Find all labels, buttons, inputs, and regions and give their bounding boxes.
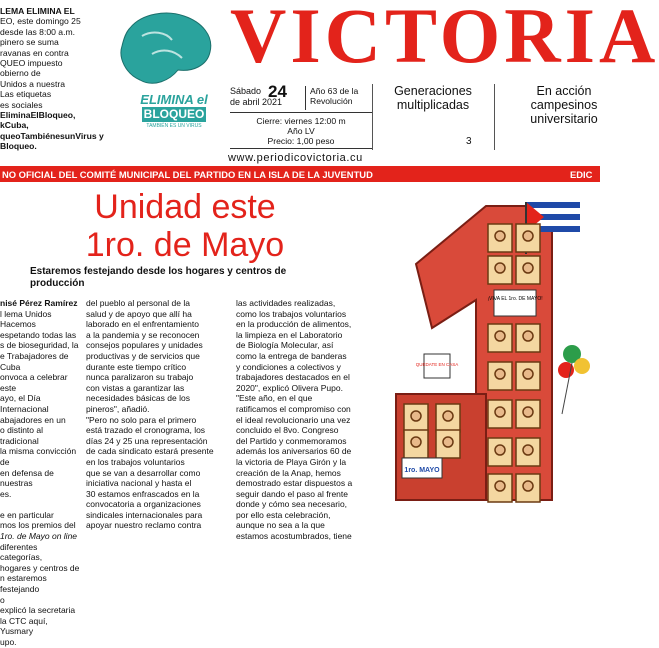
column-line: está trazado el cronograma, los	[86, 425, 206, 436]
person-face-icon	[495, 231, 505, 241]
meta-rule	[230, 112, 372, 113]
article-subhead: Estaremos festejando desde los hogares y centros de producción	[30, 266, 287, 289]
column-line: es.	[0, 488, 12, 499]
column-line: e en particular	[0, 509, 54, 520]
logo-line3: TAMBIÉN ES UN VIRUS	[146, 123, 202, 129]
logo-line1: ELIMINA el	[140, 92, 208, 107]
column-line: salud y de apoyo que allí ha	[86, 308, 192, 319]
person-face-icon	[495, 407, 505, 417]
column-line: 30 estamos enfrascados en la	[86, 488, 200, 499]
promo-line: kCuba,	[0, 120, 29, 131]
column-line: onvoca a celebrar este	[0, 372, 68, 393]
column-line: de cada sindicato estará presente	[86, 446, 214, 457]
cierre-text: Cierre: viernes 12:00 m	[256, 116, 346, 126]
column-line: trabajadores destacados en el	[236, 372, 350, 383]
promo-text	[0, 6, 120, 152]
column-line: por ello esta celebración,	[236, 509, 331, 520]
promo-line: LEMA ELIMINA EL	[0, 6, 75, 16]
person-face-icon	[523, 369, 533, 379]
person-face-icon	[523, 407, 533, 417]
column-line: diferentes categorías,	[0, 541, 43, 563]
column-line: estamos acostumbrados, tiene	[236, 531, 352, 542]
edition-text: Año LV	[287, 126, 315, 136]
promo-line: pinero se suma	[0, 37, 59, 48]
column-line: hogares y centros de	[0, 562, 80, 573]
person-face-icon	[411, 411, 421, 421]
column-line: las actividades realizadas,	[236, 298, 336, 308]
promo-line: ravanas en contra	[0, 47, 69, 58]
column-line: convocatoria a organizaciones	[86, 499, 201, 510]
promo-line: Unidos a nuestra	[0, 78, 65, 89]
column-line: apoyar nuestro reclamo contra	[86, 520, 202, 531]
column-line: el ideal revolucionario una vez	[236, 414, 351, 425]
meta-bottom-rule	[230, 148, 372, 149]
promo-line: desde las 8:00 a.m.	[0, 26, 76, 37]
column-line: explicó la secretaria	[0, 605, 76, 616]
teaser-divider	[494, 84, 495, 150]
teaser-campesinos[interactable]: En acción campesinos universitario	[530, 84, 598, 126]
sign-quedate: QUÉDATE EN CASA	[415, 362, 459, 367]
column-line: iniciativa nacional y hasta el	[86, 478, 192, 489]
promo-line: QUEO impuesto	[0, 58, 63, 69]
elimina-bloqueo-logo	[138, 88, 210, 132]
column-line: la victoria de Playa Girón y la	[236, 456, 347, 467]
column-line: demostrado estar dispuestos a	[236, 478, 353, 489]
article-column-3	[236, 298, 374, 542]
column-line: necesidades básicas de los	[86, 393, 190, 404]
column-line: ratificamos el compromiso con	[236, 403, 351, 414]
person-face-icon	[495, 481, 505, 491]
column-line: la CTC aquí, Yusmary	[0, 615, 48, 637]
column-line: durante este tiempo crítico	[86, 361, 187, 372]
person-face-icon	[523, 231, 533, 241]
column-line: creación de la Anap, hemos	[236, 467, 341, 478]
column-line: laborado en el enfrentamiento	[86, 319, 199, 330]
date-rest: de abril 2021	[230, 97, 283, 107]
column-line: consejos populares y unidades	[86, 340, 203, 351]
column-line: que se van a desarrollar como	[86, 467, 201, 478]
column-line: además los aniversarios 60 de	[236, 446, 352, 457]
person-face-icon	[523, 331, 533, 341]
column-line: ayo, el Día Internacional	[0, 393, 49, 414]
sign-viva: ¡VIVA EL 1ro. DE MAYO!	[487, 296, 543, 302]
column-line: o	[0, 594, 5, 605]
newspaper-title: VICTORIA	[230, 0, 659, 79]
column-line: la misma convicción de	[0, 446, 77, 467]
teaser1-page-number: 3	[466, 136, 472, 147]
column-line: como los trabajos voluntarios	[236, 308, 347, 319]
column-line: 1ro. de Mayo on line	[0, 531, 78, 542]
column-line: la limpieza en el Laboratorio	[236, 329, 343, 340]
promo-line: Las etiquetas	[0, 89, 52, 100]
band-text: NO OFICIAL DEL COMITÉ MUNICIPAL DEL PARTIDO EN LA ISLA DE LA JUVENTUD	[2, 169, 373, 180]
column-line: o distinto al tradicional	[0, 425, 43, 446]
article-column-2	[86, 298, 228, 531]
column-line: l lema Unidos Hacemos	[0, 308, 52, 330]
person-face-icon	[523, 481, 533, 491]
column-line: espetando todas las	[0, 329, 77, 340]
person-face-icon	[495, 369, 505, 379]
column-line: del pueblo al personal de la	[86, 298, 190, 308]
column-line: con vistas a garantizar las	[86, 382, 185, 393]
column-line: como la entrega de banderas	[236, 350, 347, 361]
column-line: upo.	[0, 637, 17, 647]
column-line: pineros", añadió.	[86, 403, 150, 414]
day-name: Sábado	[230, 86, 262, 96]
person-face-icon	[495, 445, 505, 455]
revolution-year: Año 63 de la Revolución	[310, 86, 359, 106]
column-line: mos los premios del	[0, 520, 76, 531]
may-day-illustration	[376, 194, 600, 500]
promo-line: EO, este domingo 25	[0, 16, 81, 27]
closing-info	[230, 116, 372, 146]
column-line: del Partido y conmemoramos	[236, 435, 347, 446]
promo-line: Bloqueo.	[0, 141, 37, 152]
person-face-icon	[411, 437, 421, 447]
column-line: aunque no sea a la que	[236, 520, 325, 531]
column-line: en la producción de alimentos,	[236, 319, 352, 330]
column-line: n estaremos festejando	[0, 573, 47, 595]
price-text: Precio: 1,00 peso	[267, 136, 335, 146]
logo-line2: BLOQUEO	[143, 107, 205, 121]
article-headline	[0, 188, 370, 264]
byline: nisé Pérez Ramírez	[0, 298, 78, 308]
promo-line: es sociales	[0, 99, 43, 110]
column-line	[0, 499, 80, 510]
column-line: de Biología Molecular, así	[236, 340, 334, 351]
headline-line1: Unidad este	[94, 188, 276, 226]
isla-map-icon	[112, 8, 222, 96]
headline-line2: 1ro. de Mayo	[85, 226, 285, 264]
promo-line: obierno de	[0, 68, 41, 79]
column-line: "Este año, en el que	[236, 393, 313, 404]
promo-line: queoTambiénesunVirus y	[0, 130, 104, 141]
day-number: 24	[268, 82, 287, 101]
column-line: productivas y de servicios que	[86, 350, 200, 361]
column-line: en defensa de nuestras	[0, 467, 54, 489]
teaser-generaciones[interactable]: Generaciones multiplicadas	[394, 84, 472, 112]
article-column-1	[0, 298, 80, 648]
column-line: días 24 y 25 una representación	[86, 435, 208, 446]
promo-box	[0, 0, 225, 150]
column-line: e Trabajadores de Cuba	[0, 350, 69, 372]
column-line: s de bioseguridad, la	[0, 340, 79, 351]
person-face-icon	[523, 445, 533, 455]
promo-line: EliminaElBloqueo,	[0, 110, 76, 121]
sign-mayo: 1ro. MAYO	[404, 467, 440, 474]
teaser-divider	[372, 84, 373, 150]
column-1-body	[0, 309, 80, 648]
column-line: 2020", explicó Olivera Pupo.	[236, 382, 343, 393]
band-edition: EDIC	[570, 169, 593, 180]
column-line: y condiciones a colectivos y	[236, 361, 341, 372]
person-face-icon	[443, 411, 453, 421]
column-line: abajadores en un	[0, 414, 66, 425]
person-face-icon	[443, 437, 453, 447]
person-face-icon	[495, 331, 505, 341]
column-line: donde y cómo sea necesario,	[236, 499, 348, 510]
column-line: concluido el 8vo. Congreso	[236, 425, 339, 436]
column-line: nunca paralizaron su trabajo	[86, 372, 194, 383]
person-face-icon	[495, 263, 505, 273]
issue-meta	[230, 84, 372, 150]
meta-divider	[305, 86, 306, 110]
column-line: en los trabajos voluntarios	[86, 456, 185, 467]
person-face-icon	[523, 263, 533, 273]
website-url[interactable]: www.periodicovictoria.cu	[228, 152, 363, 164]
column-line: sindicales internacionales para	[86, 509, 203, 520]
column-line: seguir dando el paso al frente	[236, 488, 348, 499]
column-line: "Pero no solo para el primero	[86, 414, 197, 425]
column-line: a la pandemia y se reconocen	[86, 329, 200, 340]
